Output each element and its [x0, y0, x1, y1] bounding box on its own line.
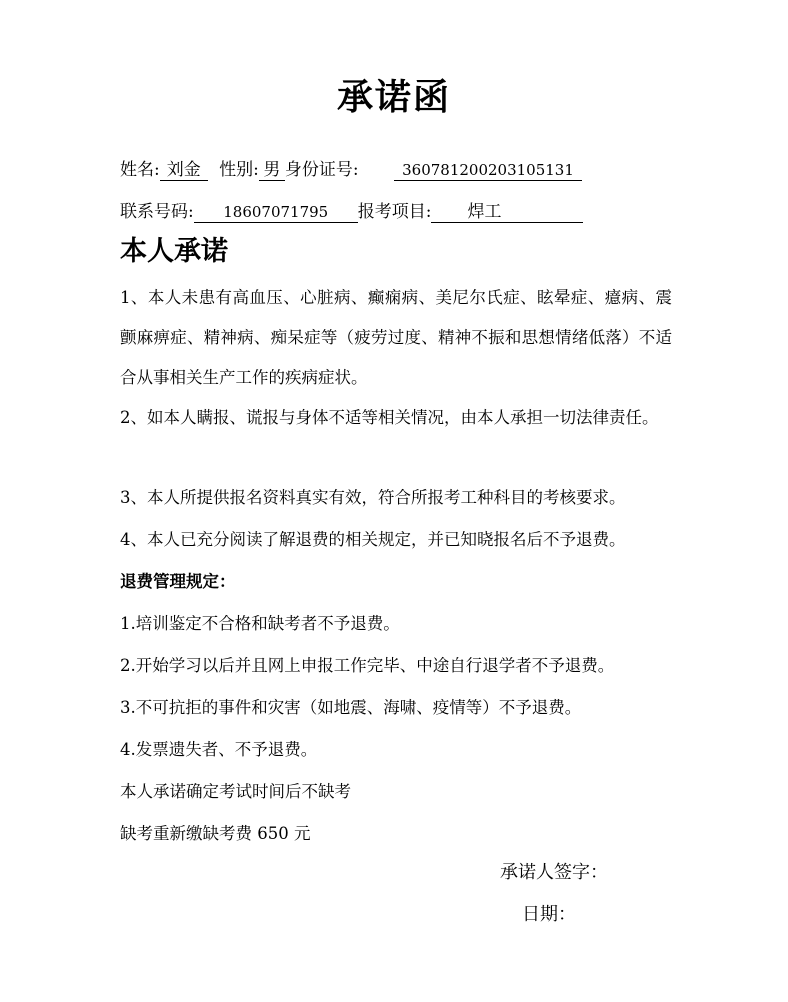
closing-line-2: 缺考重新缴缺考费 650 元	[120, 824, 311, 843]
date-label: 日期：	[522, 904, 576, 925]
phone-value: 18607071795	[194, 202, 358, 223]
promise-2: 2、如本人瞒报、谎报与身体不适等相关情况，由本人承担一切法律责任。	[120, 408, 659, 427]
id-number-value: 360781200203105131	[394, 160, 582, 181]
closing-line-1: 本人承诺确定考试时间后不缺考	[120, 782, 351, 801]
gender-value: 男	[259, 160, 285, 181]
refund-rule-3: 3.不可抗拒的事件和灾害（如地震、海啸、疫情等）不予退费。	[120, 698, 582, 717]
personal-info-row-2	[120, 198, 583, 226]
refund-rules-heading: 退费管理规定：	[120, 572, 236, 591]
personal-info-row-1	[120, 156, 582, 184]
id-label: 身份证号:	[284, 160, 359, 180]
promise-1: 1、本人未患有高血压、心脏病、癫痫病、美尼尔氏症、眩晕症、癔病、震颤麻痹症、精神病、痴呆症等（疲劳过度、精神不振和思想情绪低落）不适合从事相关生产工作的疾病症状。	[120, 288, 672, 387]
signer-label: 承诺人签字：	[500, 862, 608, 883]
promise-3: 3、本人所提供报名资料真实有效，符合所报考工种科目的考核要求。	[120, 488, 626, 507]
project-value: 焊工	[431, 202, 583, 223]
phone-label: 联系号码:	[120, 202, 194, 222]
project-label: 报考项目:	[357, 202, 432, 222]
refund-rule-1: 1.培训鉴定不合格和缺考者不予退费。	[120, 614, 400, 633]
gender-label: 性别:	[219, 160, 259, 180]
section-heading: 本人承诺	[120, 236, 228, 267]
refund-rule-2: 2.开始学习以后并且网上申报工作完毕、中途自行退学者不予退费。	[120, 656, 615, 675]
refund-rule-4: 4.发票遗失者、不予退费。	[120, 740, 318, 759]
name-label: 姓名:	[120, 160, 160, 180]
promise-4: 4、本人已充分阅读了解退费的相关规定，并已知晓报名后不予退费。	[120, 530, 626, 549]
name-value: 刘金	[160, 160, 208, 181]
document-title: 承诺函	[336, 77, 451, 118]
